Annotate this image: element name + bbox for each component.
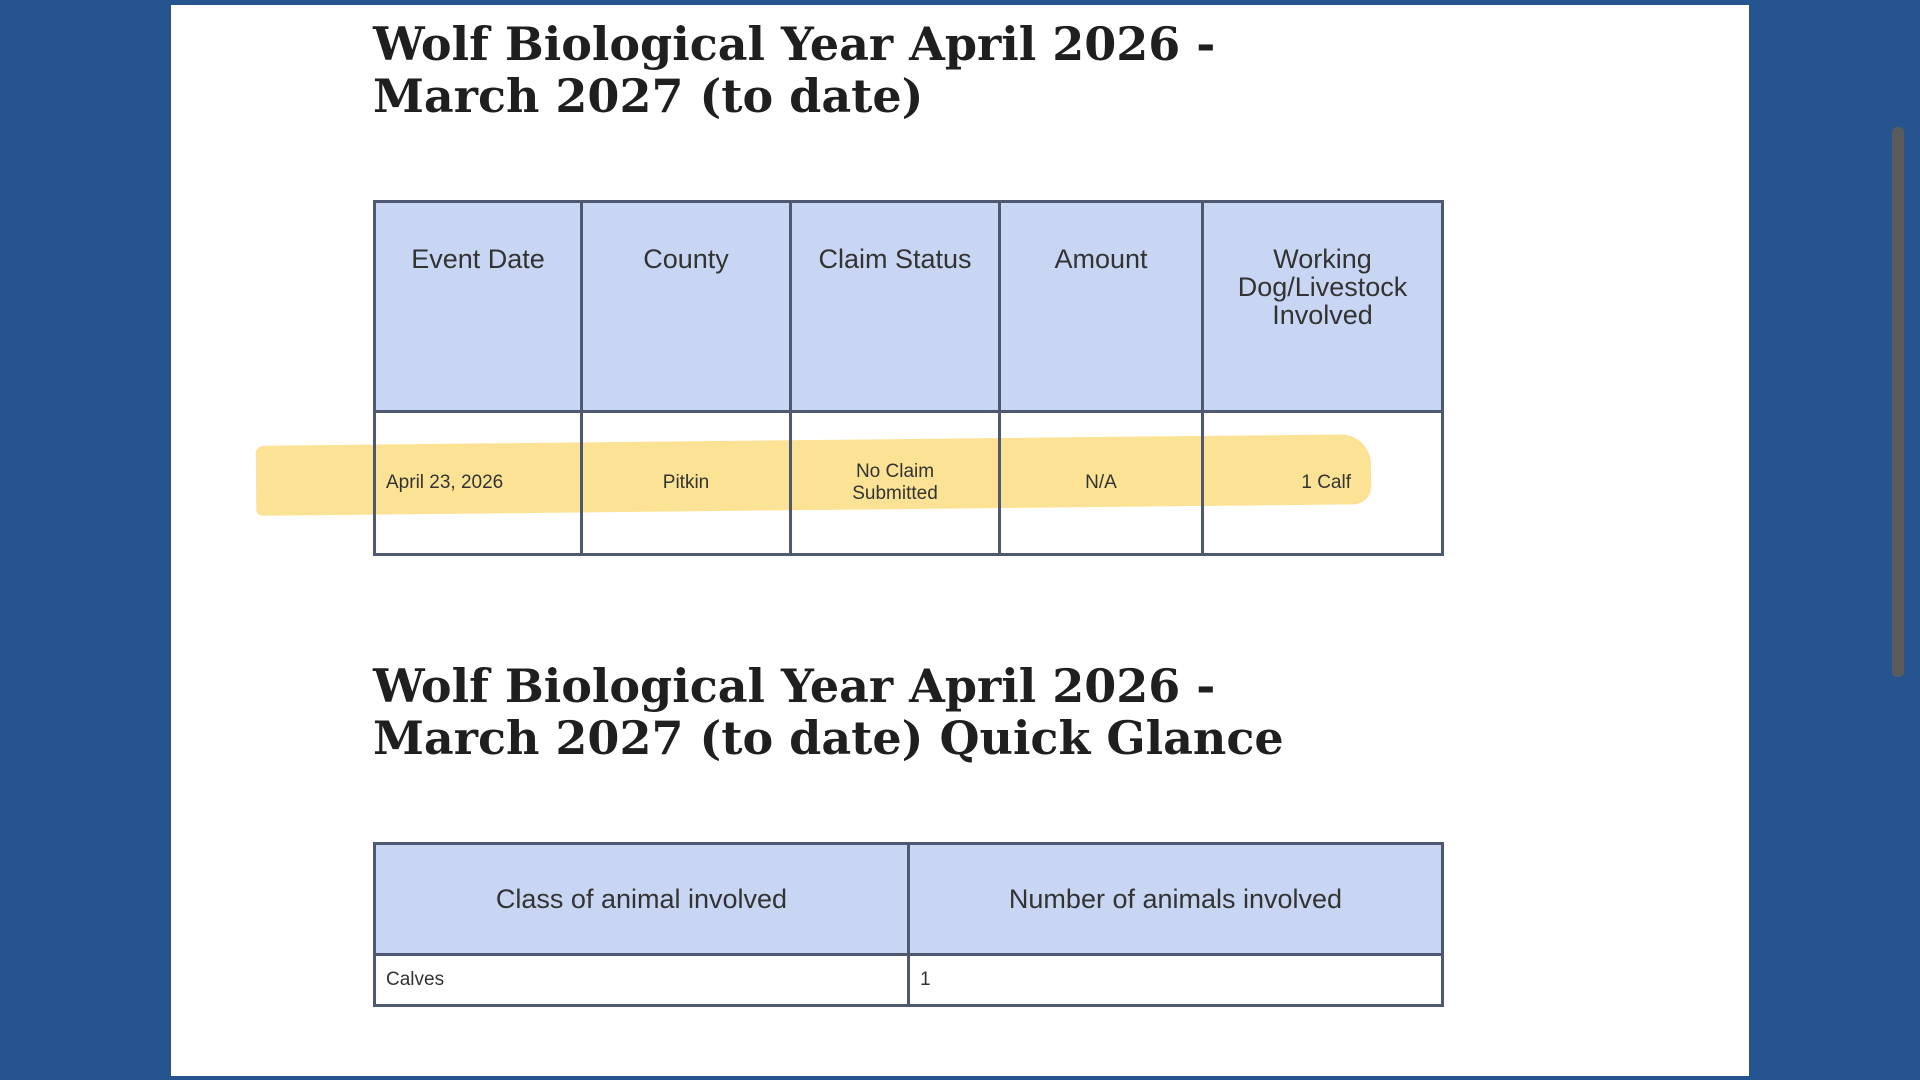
section1-title: Wolf Biological Year April 2026 - March 2027 (to date): [373, 17, 1216, 123]
header-event-date: Event Date: [375, 202, 582, 412]
cell-number: 1: [909, 955, 1443, 1006]
header-county: County: [582, 202, 791, 412]
cell-livestock: 1 Calf: [1203, 412, 1443, 555]
table-header-row: [375, 202, 1443, 412]
quick-glance-table: [373, 842, 1444, 1007]
vertical-scrollbar[interactable]: [1892, 127, 1904, 677]
claims-table: [373, 200, 1444, 556]
table-header-row: [375, 844, 1443, 955]
table-row: [375, 955, 1443, 1006]
section2-title: Wolf Biological Year April 2026 - March 2027 (to date) Quick Glance: [373, 659, 1284, 765]
header-claim-status: Claim Status: [791, 202, 1000, 412]
cell-claim-status: No Claim Submitted: [791, 412, 1000, 555]
cell-amount: N/A: [1000, 412, 1203, 555]
cell-event-date: April 23, 2026: [375, 412, 582, 555]
cell-county: Pitkin: [582, 412, 791, 555]
cell-class: Calves: [375, 955, 909, 1006]
header-amount: Amount: [1000, 202, 1203, 412]
header-working-dog-livestock: Working Dog/Livestock Involved: [1203, 202, 1443, 412]
table-row: [375, 412, 1443, 555]
header-class-of-animal: Class of animal involved: [375, 844, 909, 955]
header-number-of-animals: Number of animals involved: [909, 844, 1443, 955]
